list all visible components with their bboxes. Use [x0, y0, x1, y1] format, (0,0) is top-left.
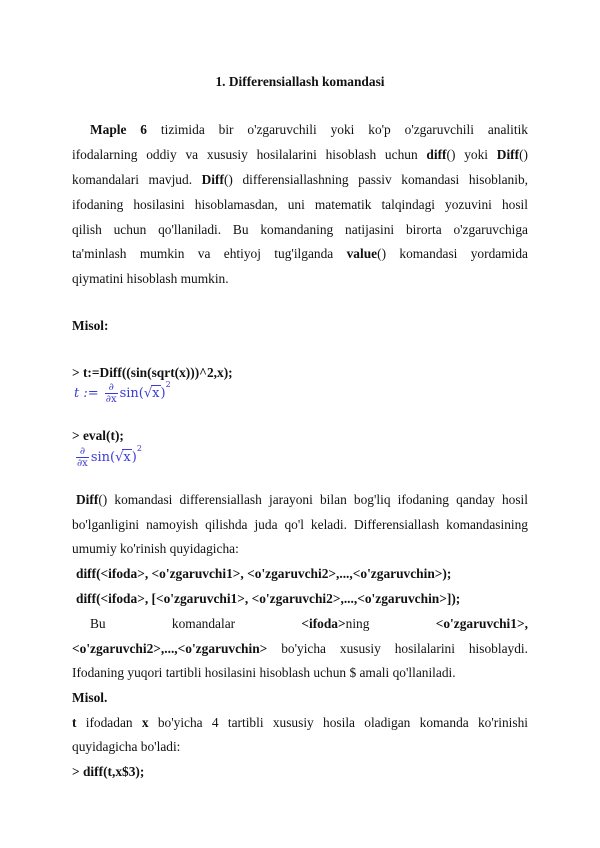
maple-output-2: $\frac{\partial}{\partial x}$ $\sin(√x)^2$	[77, 444, 142, 469]
maple-command-1: > t:=Diff((sin(sqrt(x)))^2,x);	[72, 365, 233, 380]
para2-line-3: umumiy ko'rinish quyidagicha:	[72, 541, 239, 556]
para2-line-6: Ifodaning yuqori tartibli hosilasini hisoblash uchun $ amali qo'llaniladi.	[72, 665, 456, 680]
maple-command-2: > eval(t);	[72, 428, 124, 443]
para2-line-2: bo'lganligini namoyish qilishda juda qo'l keladi. Differensiallash komandasining	[72, 517, 528, 532]
example-heading-2: Misol.	[72, 690, 108, 705]
example-heading-1: Misol:	[72, 318, 109, 333]
partial-fraction: $\frac{\partial}{\partial x}$	[105, 382, 117, 405]
intro-line-2: ifodalarning oddiy va xususiy hosilalarini hisoblash uchun diff() yoki Diff()	[72, 147, 529, 162]
para3-line-2: quyidagicha bo'ladi:	[72, 739, 181, 754]
syntax-line-2: diff(<ifoda>, [<o'zgaruvchi1>, <o'zgaruvchi2>,...,<o'zgaruvchin>]);	[76, 591, 461, 606]
para2-line-4: Bu komandalar <ifoda>ning <o'zgaruvchi1>,	[90, 616, 528, 631]
intro-line-6: ta'minlash mumkin va ehtiyoj tug'ilganda value() komandasi yordamida	[72, 246, 528, 261]
syntax-line-1: diff(<ifoda>, <o'zgaruvchi1>, <o'zgaruvchi2>,...,<o'zgaruvchin>);	[76, 566, 452, 581]
para2-line-1: Diff() komandasi differensiallash jarayoni bilan bog'liq ifodaning qanday hosil	[76, 492, 528, 507]
section-title: 1. Differensiallash komandasi	[215, 74, 385, 89]
intro-line-1: Maple 6 tizimida bir o'zgaruvchili yoki ko'p o'zgaruvchili analitik	[90, 122, 528, 137]
para2-line-5: <o'zgaruvchi2>,...,<o'zgaruvchin> bo'yicha xususiy hosilalarini hisoblaydi.	[72, 641, 528, 656]
partial-fraction: $\frac{\partial}{\partial x}$	[77, 446, 88, 469]
maple-command-3: > diff(t,x$3);	[72, 764, 145, 779]
intro-line-3: komandalari mavjud. Diff() differensiallashning passiv komandasi hisoblanib,	[72, 172, 528, 187]
intro-line-7: qiymatini hisoblash mumkin.	[72, 271, 229, 286]
para3-line-1: t ifodadan x bo'yicha 4 tartibli xususiy hosila oladigan komanda ko'rinishi	[72, 715, 529, 730]
intro-line-4: ifodaning hosilasini hisoblamasdan, uni matematik talqindagi yozuvini hosil	[72, 197, 528, 212]
maple-output-1: t := $\frac{\partial}{\partial x}$ $\sin(√x)^2$	[74, 380, 171, 405]
intro-line-5: qilish uchun qo'llaniladi. Bu komandaning natijasini birorta o'zgaruvchiga	[72, 222, 528, 237]
